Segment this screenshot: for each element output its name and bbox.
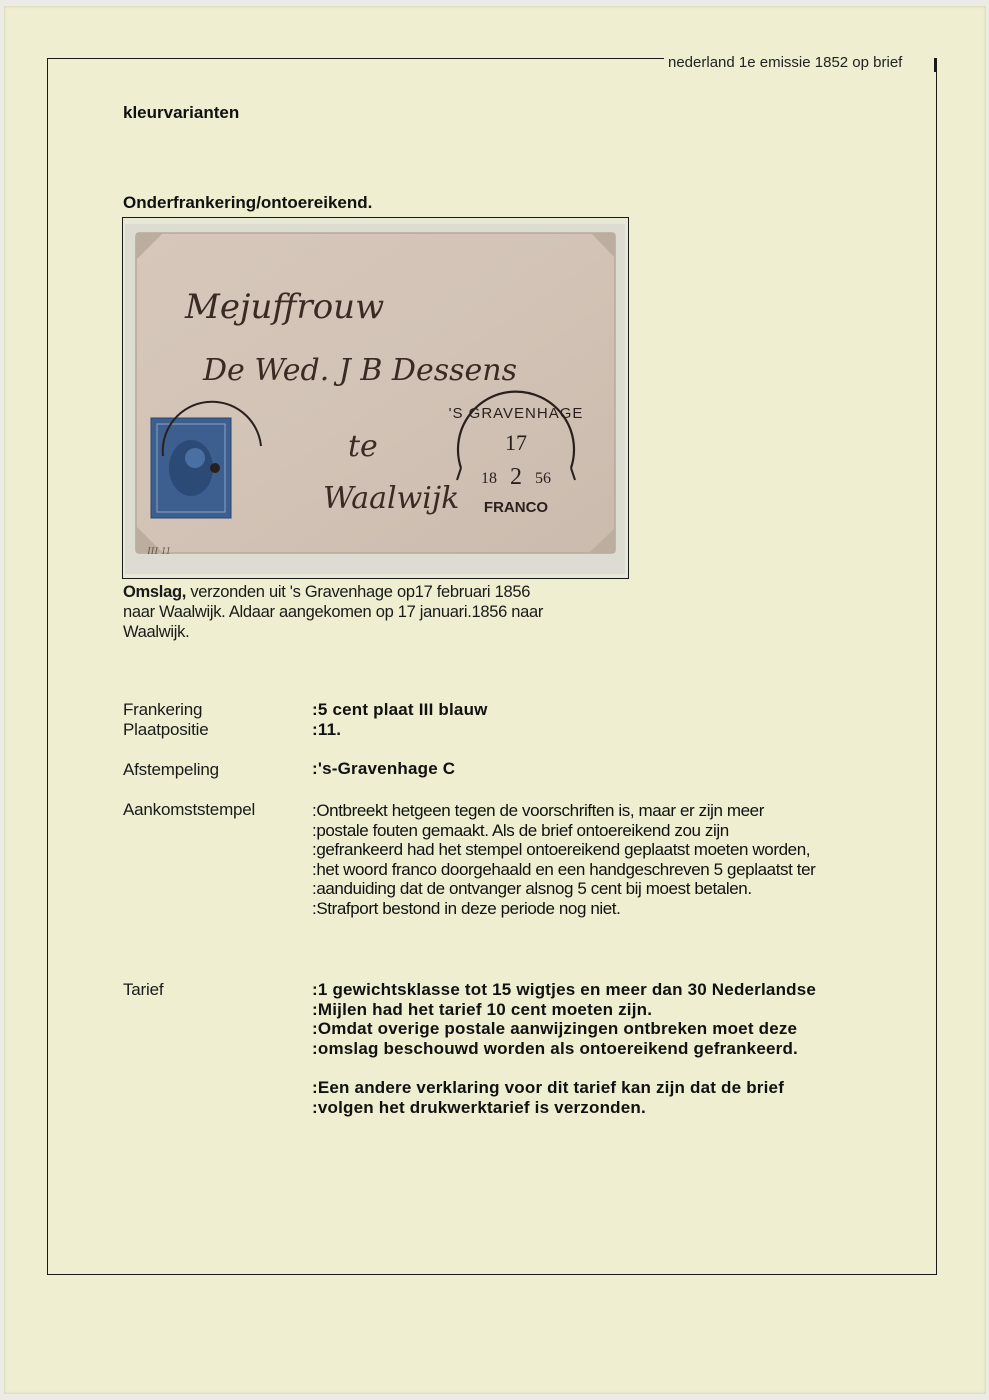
plaatpositie-value: :11. [312, 720, 342, 739]
tarief-text-2 [312, 1078, 784, 1117]
address-line: De Wed. J B Dessens [203, 353, 517, 388]
section-title: kleurvarianten [123, 103, 240, 122]
aankomst-line: :Ontbreekt hetgeen tegen de voorschriften is, maar er zijn meer [312, 801, 764, 820]
postmark-town: 'S GRAVENHAGE [448, 405, 584, 422]
plaatpositie-label: Plaatpositie [123, 720, 209, 739]
cover-photo-frame [122, 217, 629, 579]
caption-lead: Omslag, [123, 583, 187, 601]
address-line: Waalwijk [323, 481, 460, 516]
tarief-line: :Een andere verklaring voor dit tarief kan zijn dat de brief [312, 1078, 785, 1097]
address-line: te [348, 429, 378, 464]
aankomst-line: :postale fouten gemaakt. Als de brief ontoereikend zou zijn [312, 820, 729, 840]
border-corner-tick [934, 58, 936, 72]
aankomst-line: :het woord franco doorgehaald en een handgeschreven 5 geplaatst ter [312, 859, 816, 879]
aankomst-line: :Strafport bestond in deze periode nog niet. [312, 898, 621, 918]
tarief-line: :Omdat overige postale aanwijzingen ontbreken moet deze [312, 1019, 798, 1039]
border-top-line [47, 58, 664, 59]
frankering-value: :5 cent plaat III blauw [312, 700, 488, 719]
postmark-year-left: 18 [481, 470, 497, 487]
caption-line: Waalwijk. [123, 623, 190, 641]
aankomst-line: :gefrankeerd had het stempel ontoereikend geplaatst moeten worden, [312, 840, 811, 860]
cover-photo [123, 218, 628, 578]
aankomst-label: Aankomststempel [123, 800, 256, 819]
tarief-line: :Mijlen had het tarief 10 cent moeten zijn. [312, 999, 653, 1019]
sub-title: Onderfrankering/ontoereikend. [123, 193, 373, 212]
caption-line: verzonden uit 's Gravenhage op17 februari 1856 [190, 583, 531, 601]
tarief-line: :volgen het drukwerktarief is verzonden. [312, 1097, 646, 1117]
afstempeling-value: :'s-Gravenhage C [312, 759, 456, 778]
afstempeling-label: Afstempeling [123, 760, 219, 779]
postmark-month: 2 [510, 464, 522, 490]
postmark-franco: FRANCO [483, 499, 549, 516]
caption [123, 582, 643, 642]
caption-line: naar Waalwijk. Aldaar aangekomen op 17 januari.1856 naar [123, 603, 544, 621]
postmark-year-right: 56 [535, 470, 551, 487]
address-line: Mejuffrouw [185, 287, 385, 327]
tarief-line: :1 gewichtsklasse tot 15 wigtjes en meer dan 30 Nederlandse [312, 980, 817, 999]
aankomst-line: :aanduiding dat de ontvanger alsnog 5 cent bij moest betalen. [312, 879, 752, 899]
series-title: nederland 1e emissie 1852 op brief [668, 54, 903, 71]
tarief-label: Tarief [123, 980, 164, 999]
pencil-mark: III 11 [147, 545, 171, 557]
aankomst-text [312, 801, 815, 919]
frankering-label: Frankering [123, 700, 203, 719]
tarief-text [312, 980, 816, 1058]
tarief-line: :omslag beschouwd worden als ontoereikend gefrankeerd. [312, 1038, 798, 1058]
postmark-day: 17 [505, 430, 527, 455]
